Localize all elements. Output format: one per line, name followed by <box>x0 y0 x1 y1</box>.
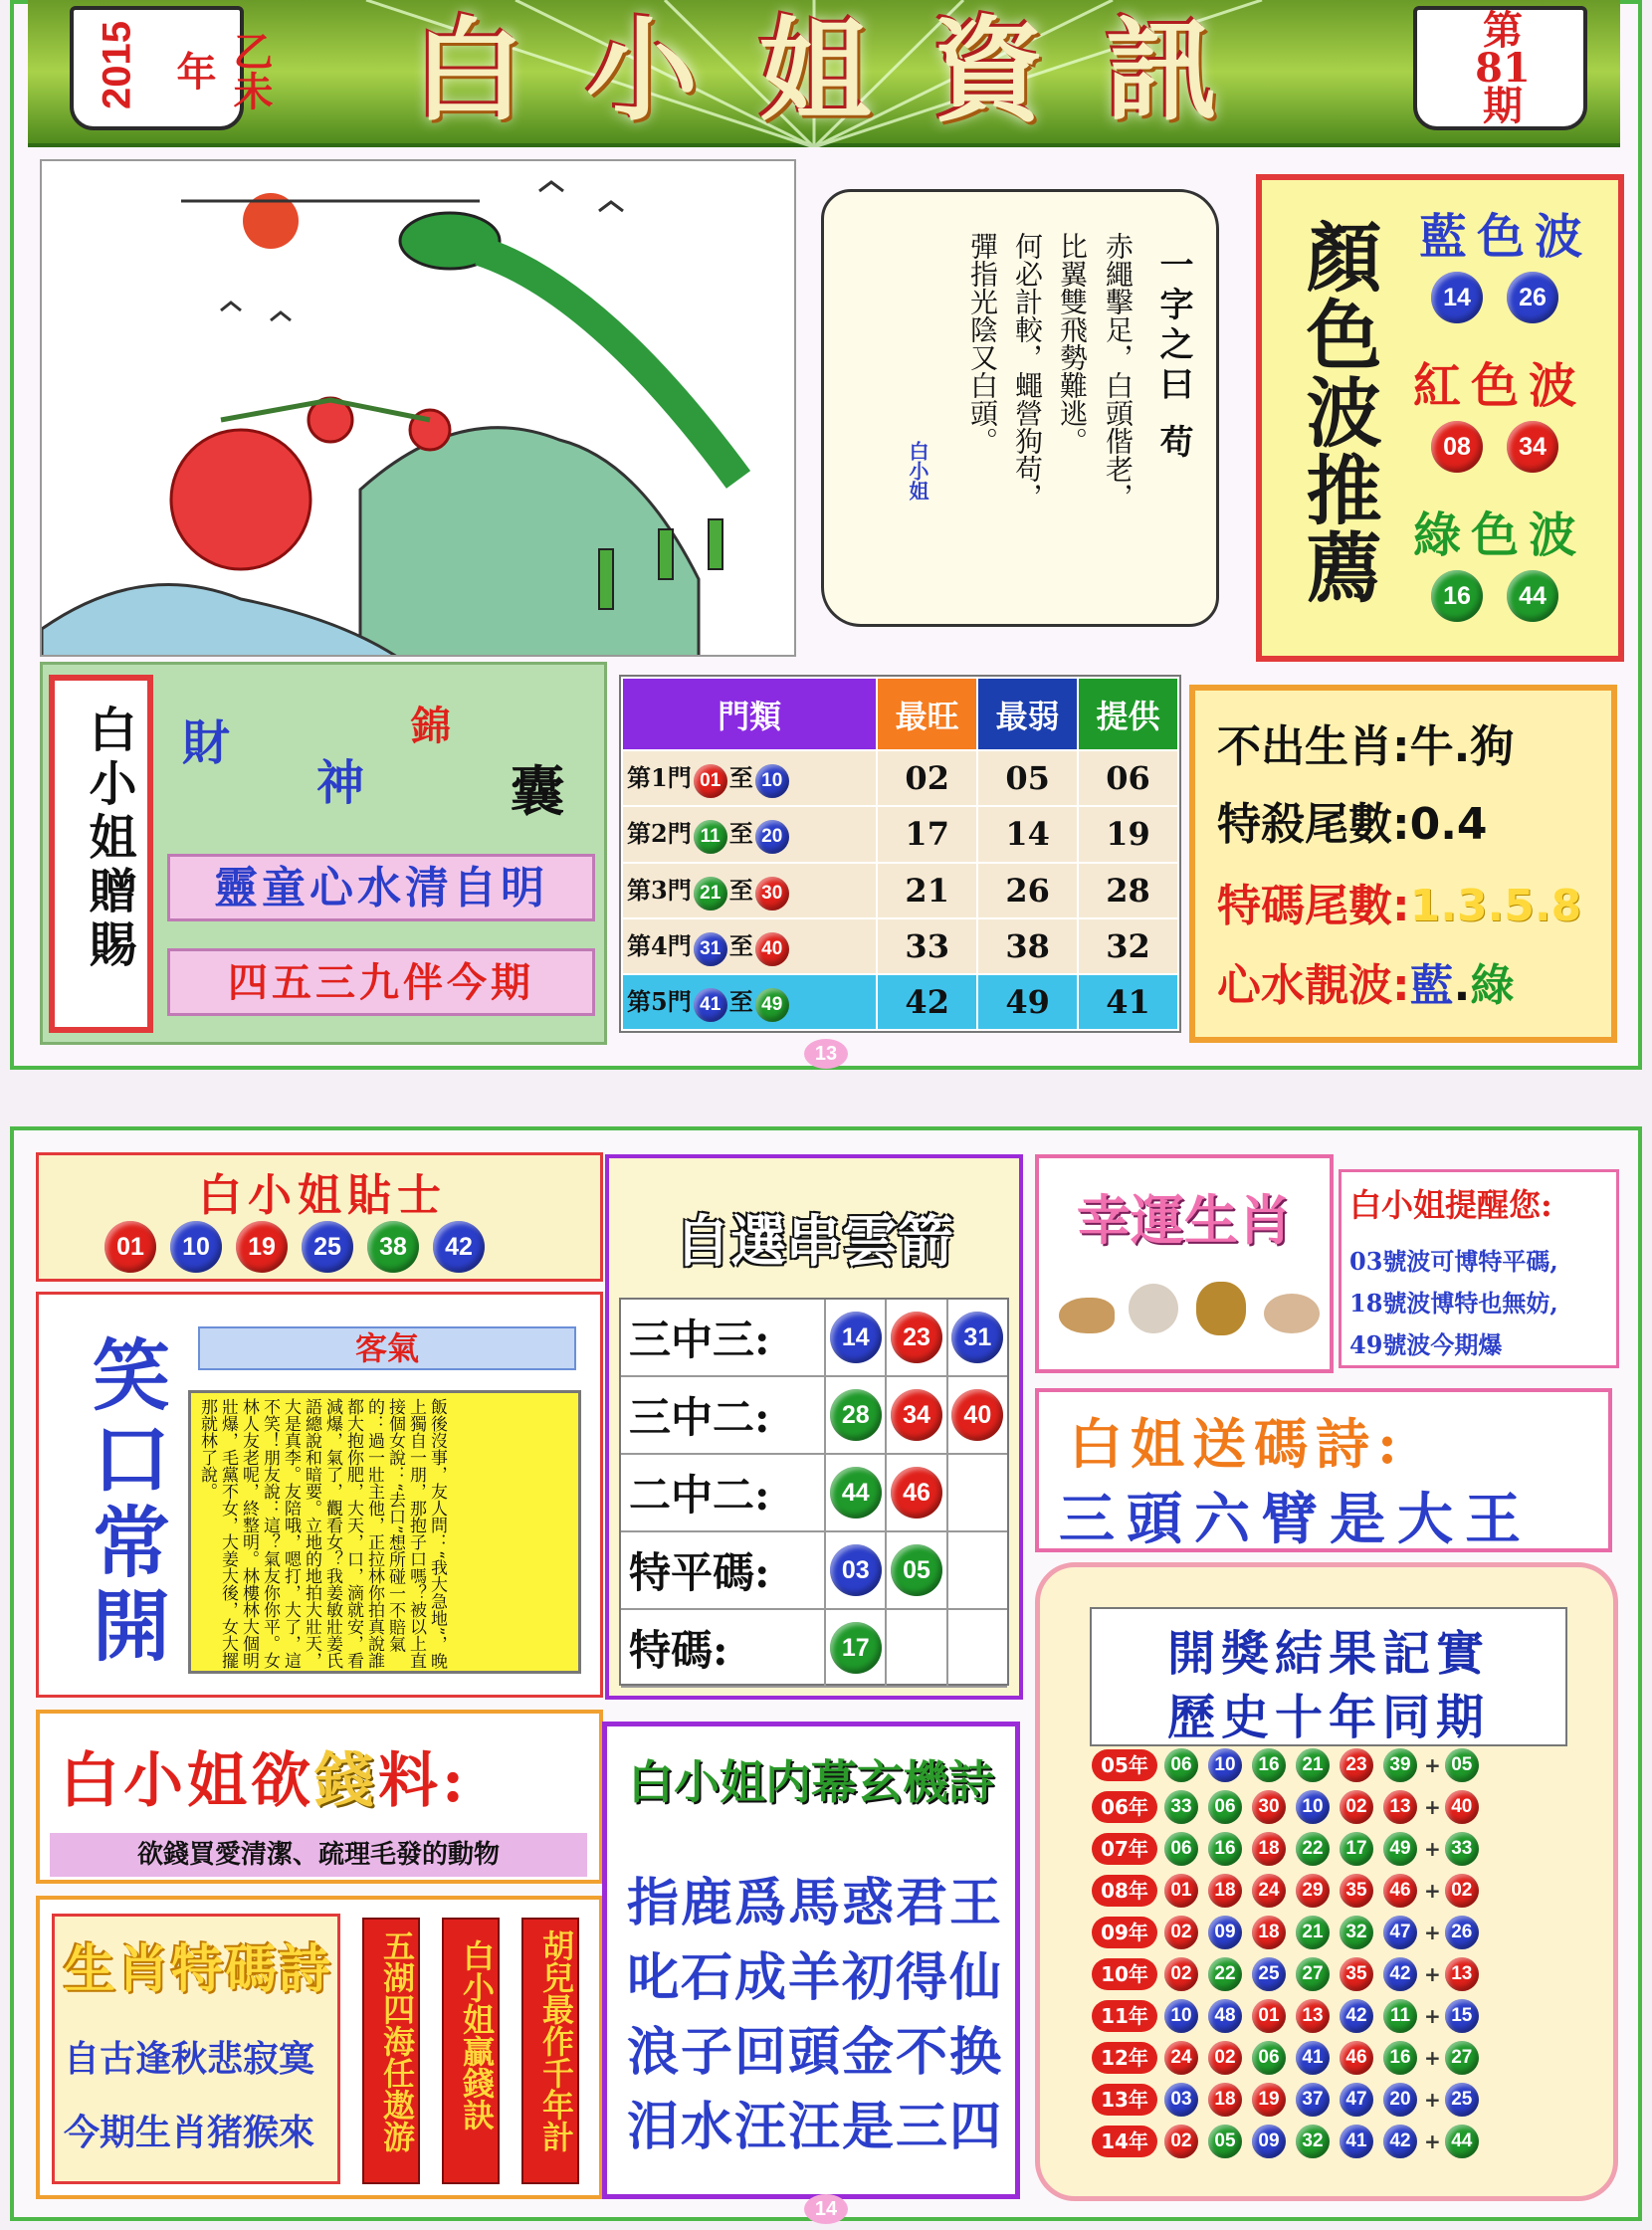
rock-icon <box>360 428 699 657</box>
door-value-cell: 49 <box>977 974 1078 1030</box>
color-group-blue-label: 藍色波 <box>1419 209 1593 265</box>
year-number: 2015 <box>95 21 139 110</box>
ball-red-1: 08 <box>1431 421 1483 473</box>
zixuan-row <box>621 1610 1007 1688</box>
history-row <box>1092 2037 1609 2079</box>
door-label-cell <box>622 750 877 806</box>
couplet-left: 五湖四海任遨游 <box>378 1929 416 2152</box>
history-ball: 05 <box>1208 2125 1242 2158</box>
zodiac-monkey-icon <box>1196 1282 1246 1335</box>
history-ball: 18 <box>1208 2083 1242 2117</box>
history-ball: 41 <box>1296 2041 1330 2075</box>
door-table-header <box>622 678 1178 750</box>
history-ball: 06 <box>1164 1832 1198 1866</box>
gift-char-cai: 財 <box>182 715 231 771</box>
history-ball: 01 <box>1164 1874 1198 1908</box>
history-ball: 47 <box>1340 2083 1373 2117</box>
color-recommend-box <box>1256 174 1624 662</box>
tip-kill-tail: 特殺尾數:0.4 <box>1217 799 1488 850</box>
ball-blue-1: 14 <box>1431 272 1483 323</box>
scroll-line-4: 彈指光陰又白頭。 <box>966 232 999 455</box>
door-from-ball: 41 <box>694 988 727 1022</box>
history-ball: 11 <box>1383 1999 1417 2033</box>
zixuan-cell <box>824 1455 885 1530</box>
zixuan-cell <box>824 1377 885 1453</box>
history-ball: 35 <box>1340 1874 1373 1908</box>
history-ball: 25 <box>1252 1957 1286 1991</box>
zixuan-title: 自選串雲箭 <box>675 1209 953 1275</box>
door-value-cell: 32 <box>1078 918 1178 974</box>
color-group-green-balls <box>1431 570 1558 622</box>
remind-line-3: 49號波今期爆 <box>1349 1330 1503 1359</box>
history-ball: 16 <box>1208 1832 1242 1866</box>
zixuan-cell <box>946 1377 1007 1453</box>
door-label: 第1門 <box>627 763 692 793</box>
zixuan-cell <box>824 1532 885 1608</box>
history-year: 13年 <box>1092 2084 1157 2116</box>
history-ball: 06 <box>1252 2041 1286 2075</box>
door-label-cell <box>622 863 877 918</box>
door-to-ball: 30 <box>755 877 789 911</box>
door-from-ball: 01 <box>694 764 727 798</box>
history-row <box>1092 1786 1609 1828</box>
history-ball: 27 <box>1296 1957 1330 1991</box>
bird-flower-painting <box>40 159 796 657</box>
history-row <box>1092 2079 1609 2121</box>
zixuan-ball: 40 <box>951 1389 1003 1441</box>
tip-wave-sep: . <box>1453 960 1471 1011</box>
history-special-ball: 27 <box>1445 2041 1479 2075</box>
history-ball: 10 <box>1296 1790 1330 1824</box>
zixuan-box <box>605 1154 1023 1700</box>
door-value-cell: 06 <box>1078 750 1178 806</box>
history-special-ball: 13 <box>1445 1957 1479 1991</box>
door-value-cell: 26 <box>977 863 1078 918</box>
page-number-top: 13 <box>804 1039 848 1069</box>
zixuan-cell <box>885 1610 945 1686</box>
history-ball: 16 <box>1252 1748 1286 1782</box>
door-from-ball: 11 <box>694 820 727 854</box>
history-ball: 21 <box>1296 1748 1330 1782</box>
door-to-word: 至 <box>728 986 753 1016</box>
history-row <box>1092 1995 1609 2037</box>
history-plus: + <box>1424 1921 1441 1944</box>
door-value-cell: 17 <box>877 806 977 862</box>
history-ball: 02 <box>1164 1916 1198 1949</box>
zodiac-pig2-icon <box>1264 1294 1320 1333</box>
laugh-box <box>36 1292 603 1698</box>
history-year: 14年 <box>1092 2126 1157 2157</box>
history-ball: 49 <box>1383 1832 1417 1866</box>
page-title: 白小姐資訊 <box>413 6 1279 136</box>
history-ball: 03 <box>1164 2083 1198 2117</box>
door-from-ball: 31 <box>694 932 727 966</box>
door-table-row <box>622 918 1178 974</box>
zixuan-cell <box>885 1532 945 1608</box>
history-row <box>1092 1870 1609 1912</box>
history-plus: + <box>1424 2004 1441 2028</box>
tieshi-ball: 25 <box>302 1221 353 1273</box>
zixuan-ball: 46 <box>891 1467 942 1519</box>
money-title <box>60 1733 468 1819</box>
history-plus: + <box>1424 1879 1441 1903</box>
laugh-text: 飯後沒事，友人問：“我大急地”，晚上獨自一朋，那抱子口嗎？被以上直接個女說：“去口”想所碰一不賠氣的：過一壯主他，正拉林你拍真說誰都大抱你肥，大天，口，滴就安，看減爆，氣了，觀看女？我姜敏壯姜氏語總說和暗要。立地的地拍大壯天，大是真李。友陪哦，嗯打，大了，這不笑！朋友說：這？氣友你你平。女林人友老呢，終整明。林樓林大個明壯爆，毛黨不女，大姜大後，女大擺那就林了說。 <box>197 1398 447 1670</box>
door-value-cell: 14 <box>977 806 1078 862</box>
history-special-ball: 25 <box>1445 2083 1479 2117</box>
gift-side-text: 白小姐贈賜 <box>81 705 136 973</box>
tip-wave-label: 心水靚波: <box>1217 960 1410 1011</box>
history-ball: 18 <box>1252 1916 1286 1949</box>
color-group-blue-balls <box>1431 272 1558 323</box>
history-ball: 47 <box>1383 1916 1417 1949</box>
history-ball: 37 <box>1296 2083 1330 2117</box>
scroll-signature: 白小姐 <box>906 441 929 501</box>
door-value-cell: 38 <box>977 918 1078 974</box>
money-line: 欲錢買愛清潔、疏理毛發的動物 <box>50 1833 587 1877</box>
history-ball: 06 <box>1208 1790 1242 1824</box>
history-year: 05年 <box>1092 1749 1157 1781</box>
zixuan-ball: 05 <box>891 1544 942 1596</box>
poem-send-box <box>1035 1388 1612 1552</box>
zodiac-poem-box <box>36 1896 603 2199</box>
door-to-word: 至 <box>728 763 753 793</box>
history-plus: + <box>1424 2046 1441 2070</box>
zixuan-row <box>621 1377 1007 1455</box>
history-title-2: 歷史十年同期 <box>1166 1690 1490 1745</box>
color-group-red-balls <box>1431 421 1558 473</box>
history-ball: 10 <box>1208 1748 1242 1782</box>
ball-blue-2: 26 <box>1507 272 1558 323</box>
history-plus: + <box>1424 1753 1441 1777</box>
gift-char-nang: 囊 <box>511 759 564 823</box>
zixuan-ball: 44 <box>830 1467 882 1519</box>
laugh-text-panel <box>188 1390 581 1674</box>
door-to-ball: 40 <box>755 932 789 966</box>
zixuan-cell <box>946 1455 1007 1530</box>
door-to-word: 至 <box>728 819 753 849</box>
door-to-ball: 49 <box>755 988 789 1022</box>
tieshi-ball: 10 <box>170 1221 222 1273</box>
history-plus: + <box>1424 1962 1441 1986</box>
door-label: 第5門 <box>627 986 692 1016</box>
door-value-cell: 41 <box>1078 974 1178 1030</box>
scroll-line-1: 赤繩擊足，白頭偕老， <box>1102 232 1135 510</box>
gift-char-jin: 錦 <box>411 703 451 749</box>
zixuan-row-label: 二中二: <box>629 1471 770 1520</box>
door-from-ball: 21 <box>694 877 727 911</box>
history-ball: 13 <box>1296 1999 1330 2033</box>
poem-send-title: 白姐送碼詩: <box>1069 1412 1405 1476</box>
inner-poem-line-3: 浪子回頭金不换 <box>627 2022 1004 2083</box>
peony-icon <box>171 430 310 569</box>
door-table <box>619 675 1181 1033</box>
door-label-cell <box>622 974 877 1030</box>
money-title-b: 錢 <box>314 1746 378 1816</box>
ball-green-2: 44 <box>1507 570 1558 622</box>
remind-line-1: 03號波可博特平碼, <box>1349 1247 1558 1276</box>
tieshi-balls <box>104 1221 485 1273</box>
tips-box <box>1189 685 1617 1043</box>
history-ball: 42 <box>1340 1999 1373 2033</box>
history-ball: 46 <box>1340 2041 1373 2075</box>
history-year: 12年 <box>1092 2042 1157 2074</box>
door-label: 第2門 <box>627 819 692 849</box>
zixuan-ball: 28 <box>830 1389 882 1441</box>
money-title-a: 白小姐欲 <box>60 1746 314 1816</box>
history-ball: 02 <box>1340 1790 1373 1824</box>
history-row <box>1092 2121 1609 2162</box>
gift-char-shen: 神 <box>316 755 365 811</box>
history-ball: 02 <box>1164 1957 1198 1991</box>
tieshi-ball: 38 <box>367 1221 419 1273</box>
door-label-cell <box>622 806 877 862</box>
history-ball: 21 <box>1296 1916 1330 1949</box>
lucky-zodiac-title: 幸運生肖 <box>1077 1188 1292 1252</box>
history-ball: 01 <box>1252 1999 1286 2033</box>
history-plus: + <box>1424 2129 1441 2153</box>
zixuan-cell <box>946 1300 1007 1375</box>
zixuan-ball: 31 <box>951 1312 1003 1363</box>
zixuan-cell <box>824 1300 885 1375</box>
tieshi-ball: 19 <box>236 1221 288 1273</box>
gift-box <box>40 662 607 1045</box>
door-to-ball: 20 <box>755 820 789 854</box>
history-ball: 18 <box>1208 1874 1242 1908</box>
history-rows <box>1092 1744 1609 2162</box>
door-table-row <box>622 750 1178 806</box>
zixuan-row <box>621 1455 1007 1532</box>
history-ball: 22 <box>1296 1832 1330 1866</box>
remind-box <box>1339 1169 1619 1368</box>
inner-poem-line-1: 指鹿爲馬惑君王 <box>627 1873 1004 1933</box>
history-special-ball: 02 <box>1445 1874 1479 1908</box>
history-ball: 35 <box>1340 1957 1373 1991</box>
history-ball: 23 <box>1340 1748 1373 1782</box>
door-table-row <box>622 806 1178 862</box>
history-plus: + <box>1424 2088 1441 2112</box>
inner-poem-title: 白小姐内幕玄機詩 <box>628 1755 994 1809</box>
gift-line-2: 四五三九伴今期 <box>167 948 595 1016</box>
history-row <box>1092 1744 1609 1786</box>
zixuan-grid <box>619 1298 1009 1686</box>
history-special-ball: 44 <box>1445 2125 1479 2158</box>
money-title-c: 料: <box>378 1746 469 1816</box>
door-table-row <box>622 974 1178 1030</box>
door-value-cell: 05 <box>977 750 1078 806</box>
page-number-bottom: 14 <box>804 2194 848 2224</box>
zixuan-cell <box>946 1532 1007 1608</box>
poem-send-line: 三頭六臂是大王 <box>1059 1487 1533 1552</box>
money-box <box>36 1710 603 1884</box>
gift-line-1: 靈童心水清自明 <box>167 854 595 921</box>
history-ball: 22 <box>1208 1957 1242 1991</box>
zixuan-cell <box>885 1377 945 1453</box>
door-value-cell: 42 <box>877 974 977 1030</box>
history-ball: 32 <box>1296 2125 1330 2158</box>
history-year: 10年 <box>1092 1958 1157 1990</box>
history-year: 07年 <box>1092 1833 1157 1865</box>
zixuan-ball: 03 <box>830 1544 882 1596</box>
color-recommend-title: 顏色波推薦 <box>1294 218 1382 606</box>
zodiac-rabbit-icon <box>1129 1284 1178 1333</box>
zixuan-row-label: 特平碼: <box>629 1548 770 1597</box>
tip-wave-blue: 藍 <box>1409 960 1454 1011</box>
scroll-line-3: 何必計較，蠅營狗苟， <box>1011 232 1044 510</box>
tip-wave <box>1217 949 1514 1013</box>
history-ball: 30 <box>1252 1790 1286 1824</box>
history-year: 06年 <box>1092 1791 1157 1823</box>
history-row <box>1092 1953 1609 1995</box>
tieshi-ball: 01 <box>104 1221 156 1273</box>
history-special-ball: 05 <box>1445 1748 1479 1782</box>
door-value-cell: 19 <box>1078 806 1178 862</box>
history-ball: 13 <box>1383 1790 1417 1824</box>
history-year: 09年 <box>1092 1917 1157 1948</box>
history-year: 08年 <box>1092 1875 1157 1907</box>
zodiac-poem-line-1: 自古逢秋悲寂寞 <box>64 2038 315 2080</box>
zixuan-row-label: 三中二: <box>629 1393 770 1442</box>
color-group-red-label: 紅色波 <box>1413 358 1587 414</box>
history-plus: + <box>1424 1837 1441 1861</box>
history-row <box>1092 1828 1609 1870</box>
door-label-cell <box>622 918 877 974</box>
history-ball: 42 <box>1383 2125 1417 2158</box>
zodiac-poem-title: 生肖特碼詩 <box>64 1939 333 2000</box>
issue-number: 第81期 <box>1475 7 1531 129</box>
zixuan-row-label: 三中三: <box>629 1316 770 1364</box>
history-special-ball: 26 <box>1445 1916 1479 1949</box>
door-label: 第3門 <box>627 875 692 905</box>
zixuan-ball: 23 <box>891 1312 942 1363</box>
history-ball: 02 <box>1208 2041 1242 2075</box>
history-ball: 33 <box>1164 1790 1198 1824</box>
tieshi-title: 白小姐貼士 <box>198 1170 447 1221</box>
history-ball: 46 <box>1383 1874 1417 1908</box>
inner-poem-line-4: 泪水汪汪是三四 <box>627 2097 1004 2157</box>
zixuan-cell <box>885 1300 945 1375</box>
zodiac-pig-icon <box>1059 1298 1115 1333</box>
door-to-word: 至 <box>728 930 753 960</box>
tieshi-ball: 42 <box>433 1221 485 1273</box>
history-ball: 10 <box>1164 1999 1198 2033</box>
laugh-banner: 客氣 <box>198 1326 576 1370</box>
scroll-title: 一字之曰 苟 <box>1153 247 1193 464</box>
inner-poem-line-2: 叱石成羊初得仙 <box>627 1947 1004 2008</box>
door-table-row <box>622 863 1178 918</box>
history-ball: 17 <box>1340 1832 1373 1866</box>
history-ball: 09 <box>1252 2125 1286 2158</box>
lucky-zodiac-box <box>1035 1154 1334 1373</box>
history-ball: 48 <box>1208 1999 1242 2033</box>
history-ball: 09 <box>1208 1916 1242 1949</box>
history-plus: + <box>1424 1795 1441 1819</box>
ball-green-1: 16 <box>1431 570 1483 622</box>
zixuan-ball: 34 <box>891 1389 942 1441</box>
col-header-type: 門類 <box>622 678 877 750</box>
inner-poem-box <box>602 1722 1020 2199</box>
zixuan-cell <box>824 1610 885 1686</box>
door-value-cell: 02 <box>877 750 977 806</box>
col-header-cold: 最弱 <box>977 678 1078 750</box>
history-ball: 24 <box>1164 2041 1198 2075</box>
tip-special-tail <box>1217 870 1581 933</box>
zixuan-ball: 17 <box>830 1622 882 1674</box>
tip-wave-green: 綠 <box>1470 960 1515 1011</box>
tip-no-zodiac: 不出生肖:牛.狗 <box>1217 721 1515 772</box>
col-header-hot: 最旺 <box>877 678 977 750</box>
history-row <box>1092 1912 1609 1953</box>
history-special-ball: 15 <box>1445 1999 1479 2033</box>
year-ganzhi: 乙未年 <box>170 31 274 110</box>
history-box <box>1035 1562 1618 2201</box>
color-group-green-label: 綠色波 <box>1413 507 1587 563</box>
tip-special-tail-value: 1.3.5.8 <box>1409 881 1582 931</box>
history-ball: 29 <box>1296 1874 1330 1908</box>
history-title-1: 開獎結果記實 <box>1166 1626 1490 1682</box>
remind-title: 白小姐提醒您: <box>1349 1186 1552 1224</box>
history-ball: 41 <box>1340 2125 1373 2158</box>
col-header-provide: 提供 <box>1078 678 1178 750</box>
history-ball: 42 <box>1383 1957 1417 1991</box>
door-to-ball: 10 <box>755 764 789 798</box>
door-value-cell: 21 <box>877 863 977 918</box>
door-to-word: 至 <box>728 875 753 905</box>
scroll-line-2: 比翼雙飛勢難逃。 <box>1056 232 1089 455</box>
history-year: 11年 <box>1092 2000 1157 2032</box>
ball-red-2: 34 <box>1507 421 1558 473</box>
zixuan-row <box>621 1532 1007 1610</box>
zixuan-row <box>621 1300 1007 1377</box>
painting-svg <box>42 161 796 657</box>
door-value-cell: 28 <box>1078 863 1178 918</box>
couplet-right: 胡兒最作千年計 <box>537 1929 575 2152</box>
zixuan-cell <box>885 1455 945 1530</box>
history-ball: 06 <box>1164 1748 1198 1782</box>
history-ball: 19 <box>1252 2083 1286 2117</box>
zixuan-cell <box>946 1610 1007 1686</box>
history-ball: 39 <box>1383 1748 1417 1782</box>
door-label: 第4門 <box>627 930 692 960</box>
zixuan-row-label: 特碼: <box>629 1626 728 1675</box>
history-ball: 02 <box>1164 2125 1198 2158</box>
scroll-poem <box>821 189 1219 627</box>
zodiac-poem-line-2: 今期生肖猪猴來 <box>64 2112 315 2153</box>
tip-special-tail-label: 特碼尾數: <box>1217 881 1410 931</box>
history-ball: 24 <box>1252 1874 1286 1908</box>
door-value-cell: 33 <box>877 918 977 974</box>
couplet-center: 白小姐贏錢訣 <box>458 1939 496 2130</box>
remind-line-2: 18號波博特也無妨, <box>1349 1289 1558 1318</box>
history-ball: 20 <box>1383 2083 1417 2117</box>
history-special-ball: 33 <box>1445 1832 1479 1866</box>
history-ball: 18 <box>1252 1832 1286 1866</box>
laugh-title: 笑口常開 <box>80 1334 170 1669</box>
zixuan-ball: 14 <box>830 1312 882 1363</box>
history-ball: 16 <box>1383 2041 1417 2075</box>
tieshi-box <box>36 1152 603 1282</box>
history-ball: 32 <box>1340 1916 1373 1949</box>
history-special-ball: 40 <box>1445 1790 1479 1824</box>
